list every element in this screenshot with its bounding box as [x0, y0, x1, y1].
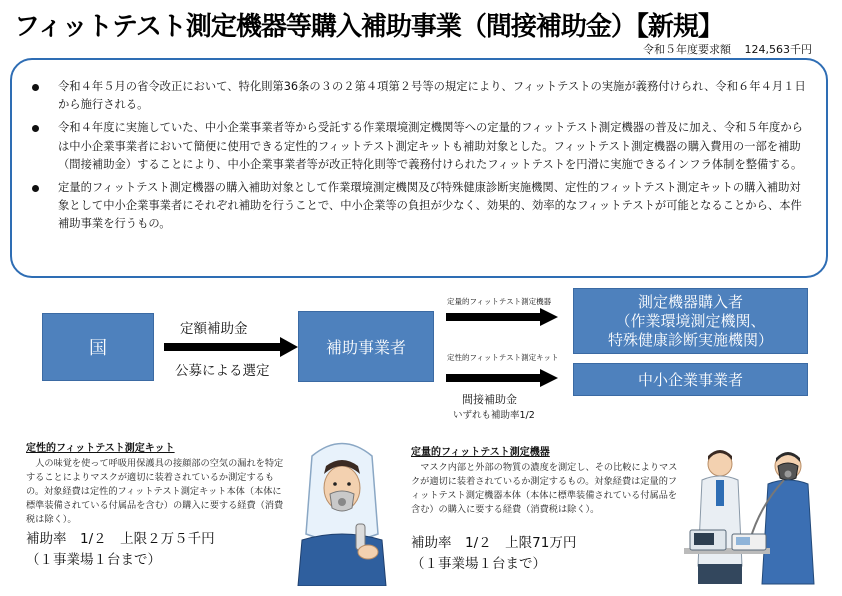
budget-value: 124,563千円: [744, 43, 812, 56]
sme-box: [573, 363, 808, 396]
fixed-subsidy-label: 定額補助金: [180, 321, 248, 337]
page-title: フィットテスト測定機器等購入補助事業（間接補助金）【新規】: [14, 12, 723, 42]
country-box: [42, 313, 154, 381]
operator-label: 補助事業者: [325, 338, 406, 357]
summary-text: 令和４年５月の省令改正において、特化則第36条の３の２第４項第２号等の規定により、フィットテストの実施が義務付けられ、令和６年４月１日から施行される。: [58, 80, 806, 112]
summary-list: [12, 60, 826, 234]
sme-label: 中小企業事業者: [637, 371, 743, 389]
quantitative-arrow-label: 定量的フィットテスト測定機器: [447, 297, 552, 306]
public-selection-label: 公募による選定: [175, 363, 270, 379]
summary-bullet: [30, 119, 808, 174]
rate-note: いずれも補助率1/2: [453, 410, 535, 421]
quantitative-device-rate: 補助率 1/２ 上限71万円: [411, 535, 577, 551]
qualitative-kit-description: 人の味覚を使って呼吸用保護具の接顔部の空気の漏れを特定することによりマスクが適切に装着されているか測定するもの。対象経費は定性的フィットテスト測定キット本体（本体に標準装備されている付属品を含む）の購入に要する経費（消費税は除く）。: [26, 458, 284, 525]
quantitative-device-title: 定量的フィットテスト測定機器: [411, 447, 550, 458]
budget-line: [643, 41, 812, 57]
quantitative-device-description: マスク内部と外部の物質の濃度を測定し、その比較によりマスクが適切に装着されているか測定するもの。対象経費は定量的フィットテスト測定機器本体（本体に標準装備されている付属品を含む）の購入に要する経費（消費税は除く）。: [411, 462, 678, 515]
device-purchaser-box: [573, 288, 808, 354]
summary-text: 令和４年度に実施していた、中小企業事業者等から受託する作業環境測定機関等への定量的フィットテスト測定機器の普及に加え、令和５年度からは中小企業事業者において簡便に使用できる定性的フィットテスト測定キットも補助対象とした。フィットテスト測定機器の購入費用の一部を補助（間接補助金）することにより、中小企業事業者等が改正特化則等で義務付けられたフィットテストを円滑に実施できるインフラ体制を整備する。: [58, 121, 803, 171]
country-label: 国: [89, 338, 107, 359]
quantitative-test-illustration: [680, 436, 830, 586]
qualitative-arrow-label: 定性的フィットテスト測定キット: [447, 353, 559, 362]
purchaser-line: 測定機器購入者: [637, 292, 743, 311]
qualitative-kit-title: 定性的フィットテスト測定キット: [26, 443, 175, 454]
summary-text: 定量的フィットテスト測定機器の購入補助対象として作業環境測定機関及び特殊健康診断実施機関、定性的フィットテスト測定キットの購入補助対象として中小企業事業者にそれぞれ補助を行うことで、中小企業等の負担が少なく、効果的、効率的なフィットテストが可能となることから、本件補助事業を行うもの。: [58, 181, 802, 231]
arrow-right-icon: [446, 369, 558, 387]
purchaser-line: 特殊健康診断実施機関）: [607, 330, 773, 349]
operator-box: [298, 311, 434, 382]
arrow-right-icon: [446, 308, 558, 326]
summary-bullet: [30, 179, 808, 234]
summary-box: [10, 58, 828, 278]
qualitative-test-illustration: [292, 436, 392, 586]
summary-bullet: [30, 78, 808, 114]
quantitative-device-limit: （１事業場１台まで）: [411, 556, 546, 572]
purchaser-line: （作業環境測定機関、: [615, 311, 766, 330]
qualitative-kit-rate: 補助率 1/２ 上限２万５千円: [26, 531, 215, 547]
bullet-icon: [32, 84, 39, 91]
indirect-subsidy-label: 間接補助金: [462, 393, 517, 406]
bullet-icon: [32, 185, 39, 192]
budget-label: 令和５年度要求額: [643, 43, 731, 56]
qualitative-kit-limit: （１事業場１台まで）: [26, 552, 161, 568]
bullet-icon: [32, 125, 39, 132]
arrow-right-icon: [164, 337, 298, 357]
